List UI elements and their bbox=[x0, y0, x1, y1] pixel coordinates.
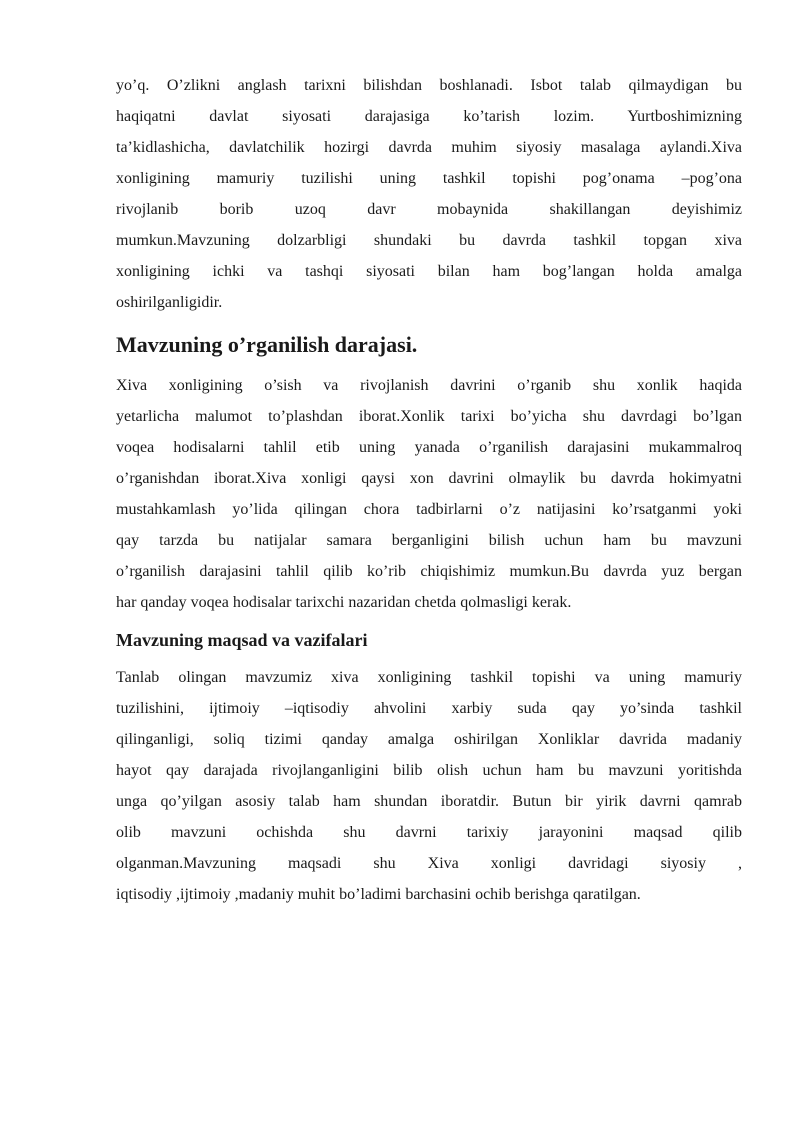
goals-paragraph bbox=[116, 662, 742, 910]
text-line: har qanday voqea hodisalar tarixchi nazaridan chetda qolmasligi kerak. bbox=[116, 594, 572, 611]
text-line: qilinganligi, soliq tizimi qanday amalga oshirilgan Xonliklar davrida madaniy bbox=[116, 731, 742, 748]
text-line: rivojlanib borib uzoq davr mobaynida shakillangan deyishimiz bbox=[116, 201, 742, 218]
section-heading-study-level: Mavzuning o’rganilish darajasi. bbox=[116, 332, 418, 357]
text-line: o’rganishdan iborat.Xiva xonligi qaysi xon davrini olmaylik bu davrda hokimyatni bbox=[116, 470, 742, 487]
text-line: Tanlab olingan mavzumiz xiva xonligining tashkil topishi va uning mamuriy bbox=[116, 669, 742, 686]
text-line: mustahkamlash yo’lida qilingan chora tadbirlarni o’z natijasini ko’rsatganmi yoki bbox=[116, 501, 742, 518]
text-line: yo’q. O’zlikni anglash tarixni bilishdan boshlanadi. Isbot talab qilmaydigan bu bbox=[116, 77, 742, 94]
text-line: voqea hodisalarni tahlil etib uning yanada o’rganilish darajasini mukammalroq bbox=[116, 439, 742, 456]
text-line: mumkun.Mavzuning dolzarbligi shundaki bu davrda tashkil topgan xiva bbox=[116, 232, 742, 249]
text-line: xonligining ichki va tashqi siyosati bilan ham bog’langan holda amalga bbox=[116, 263, 742, 280]
text-line: unga qo’yilgan asosiy talab ham shundan iboratdir. Butun bir yirik davrni qamrab bbox=[116, 793, 742, 810]
text-line: o’rganilish darajasini tahlil qilib ko’rib chiqishimiz mumkun.Bu davrda yuz bergan bbox=[116, 563, 742, 580]
text-line: yetarlicha malumot to’plashdan iborat.Xonlik tarixi bo’yicha shu davrdagi bo’lgan bbox=[116, 408, 742, 425]
text-line: tuzilishini, ijtimoiy –iqtisodiy ahvolini xarbiy suda qay yo’sinda tashkil bbox=[116, 700, 742, 717]
text-line: oshirilganligidir. bbox=[116, 294, 223, 311]
text-line: olganman.Mavzuning maqsadi shu Xiva xonligi davridagi siyosiy , bbox=[116, 855, 742, 872]
text-line: iqtisodiy ,ijtimoiy ,madaniy muhit bo’ladimi barchasini ochib berishga qaratilgan. bbox=[116, 886, 641, 903]
intro-paragraph bbox=[116, 70, 742, 318]
text-line: Xiva xonligining o’sish va rivojlanish davrini o’rganib shu xonlik haqida bbox=[116, 377, 742, 394]
text-line: hayot qay darajada rivojlanganligini bilib olish uchun ham bu mavzuni yoritishda bbox=[116, 762, 742, 779]
text-line: olib mavzuni ochishda shu davrni tarixiy jarayonini maqsad qilib bbox=[116, 824, 742, 841]
text-line: qay tarzda bu natijalar samara berganligini bilish uchun ham bu mavzuni bbox=[116, 532, 742, 549]
study-level-paragraph bbox=[116, 370, 742, 618]
text-line: ta’kidlashicha, davlatchilik hozirgi davrda muhim siyosiy masalaga aylandi.Xiva bbox=[116, 139, 742, 156]
document-page bbox=[116, 70, 742, 910]
text-line: xonligining mamuriy tuzilishi uning tashkil topishi pog’onama –pog’ona bbox=[116, 170, 742, 187]
section-heading-goals: Mavzuning maqsad va vazifalari bbox=[116, 630, 368, 650]
text-line: haqiqatni davlat siyosati darajasiga ko’tarish lozim. Yurtboshimizning bbox=[116, 108, 742, 125]
